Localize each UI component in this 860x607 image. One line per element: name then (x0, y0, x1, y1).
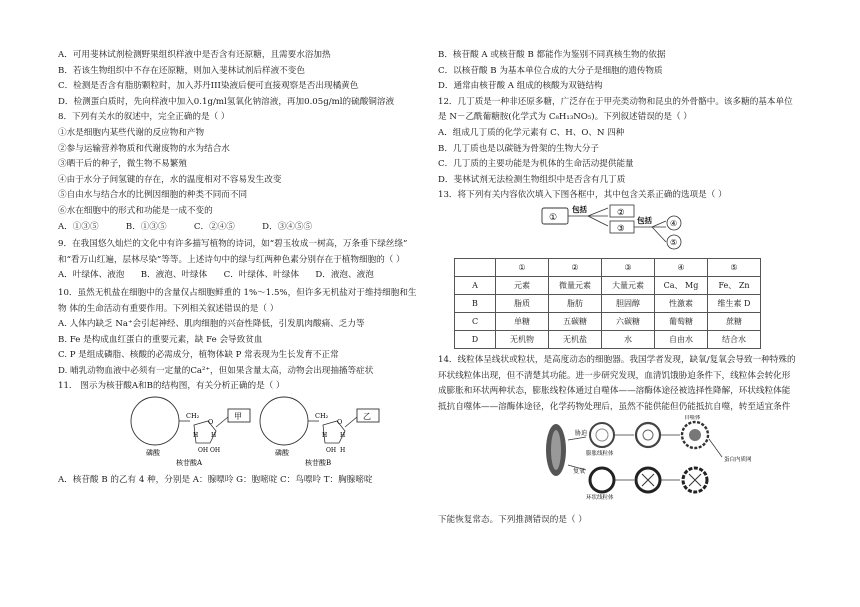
q10-option-b: B. Fe 是构成血红蛋白的重要元素，缺 Fe 会导致贫血 (58, 334, 263, 345)
mito-stage-inner (643, 430, 653, 440)
q9-line: 9．在我国悠久灿烂的文化中有许多描写植物的诗词，如“碧玉妆成一树高，万条垂下绿丝绦” (58, 239, 408, 250)
q8-item: ⑤自由水与结合水的比例因细胞的种类不同而不同 (58, 190, 248, 201)
table-cell: 脂质 (496, 294, 549, 312)
nucleotide-a (131, 397, 250, 467)
table-cell: 胆固醇 (602, 294, 655, 312)
q10-line: 10．虽然无机盐在细胞中的含量仅占细胞鲜重的 1%～1.5%，但许多无机盐对于维持细胞和生 (58, 287, 417, 298)
q12-option-a: A．组成几丁质的化学元素有 C、H、O、N 四种 (438, 127, 625, 138)
table-cell: 结合水 (708, 330, 761, 348)
q12-option-b: B．几丁质也是以碳链为骨架的生物大分子 (438, 143, 600, 154)
phosphate-label-b: 磷酸 (275, 449, 289, 458)
table-cell: D (455, 330, 496, 348)
q7-option-d: D．检测蛋白质时，先向样液中加入0.1g/ml氢氧化钠溶液，再加0.05g/ml的硫酸铜溶液 (58, 96, 395, 107)
oh-label: OH (210, 447, 221, 455)
table-cell: ④ (655, 258, 708, 276)
ch2-label-a: CH₂ (186, 412, 200, 421)
q10-option-d: D. 哺乳动物血液中必须有一定量的Ca²⁺，但如果含量太高，动物会出现抽搐等症状 (58, 365, 374, 376)
q12-option-c: C．几丁质的主要功能是为机体的生命活动提供能量 (438, 159, 634, 170)
table-cell: Fe、 Zn (708, 276, 761, 294)
table-cell: 水 (602, 330, 655, 348)
table-row (455, 312, 761, 330)
nucleotide-diagram (58, 395, 388, 471)
h-label: H (340, 432, 346, 440)
circle-4-label: ④ (670, 218, 678, 228)
q14-line: 环状线粒体出现，但不清楚其功能。进一步研究发现，血清饥饿胁迫条件下，线粒体会转化形 (438, 370, 791, 381)
table-cell (455, 258, 496, 276)
q11-stem: 11． 图示为核苷酸A和B的结构图，有关分析正确的是（ ） (58, 381, 285, 392)
label-er: 蛋白内质网 (724, 457, 752, 464)
oh-label: OH (326, 447, 337, 455)
table-header-row (455, 258, 761, 276)
label-ring: 环状线粒体 (586, 495, 614, 502)
q7-option-a: A．可用斐林试剂检测野果组织样液中是否含有还原糖，且需要水浴加热 (58, 50, 331, 60)
include-label: 包括 (637, 215, 652, 225)
table-cell: C (455, 312, 496, 330)
table-cell: 葡萄糖 (655, 312, 708, 330)
table-row (455, 276, 761, 294)
caption-nucleotide-b: 核苷酸B (305, 459, 332, 468)
table-cell: 无机物 (496, 330, 549, 348)
table-cell: A (455, 276, 496, 294)
arrow (568, 437, 586, 440)
ring-o-b: O (337, 418, 343, 427)
x-mark-icon (689, 474, 701, 486)
mitochondria-diagram (438, 415, 818, 501)
q13-table (454, 258, 761, 349)
arrow (652, 227, 666, 242)
table-cell: ③ (602, 258, 655, 276)
h-label: H (193, 432, 199, 440)
table-cell: 性激素 (655, 294, 708, 312)
q9-line: 和“看万山红遍，层林尽染”等等。上述诗句中的绿与红两种色素分别存在于植物细胞的（ ） (58, 254, 405, 265)
q14-tail: 下能恢复常态。下列推测错误的是（ ） (438, 515, 587, 526)
h-label: H (211, 432, 217, 440)
phosphate-label-a: 磷酸 (146, 449, 160, 458)
circle-5-label: ⑤ (670, 237, 678, 247)
label-reoxygen: 复氧 (573, 468, 586, 476)
swollen-mito-icon (590, 423, 614, 447)
right-column (438, 48, 818, 529)
q11-option-a: A．核苷酸 B 的乙有 4 种，分别是 A：腺嘌呤 G：胞嘧啶 C：鸟嘌呤 T：胸腺嘧啶 (58, 475, 373, 486)
label-stress: 胁迫 (575, 430, 588, 438)
inclusion-diagram (438, 204, 818, 254)
box-1-label: ① (549, 212, 558, 223)
q10-option-c: C. P 是组成磷脂、核酸的必需成分，植物体缺 P 常表现为生长发育不正常 (58, 350, 339, 361)
arrow (709, 439, 722, 457)
table-cell: ① (496, 258, 549, 276)
left-column (58, 48, 428, 489)
q8-stem: 8．下列有关水的叙述中，完全正确的是（ ） (58, 112, 230, 123)
q9-options: A．叶绿体、液泡 B．液泡、叶绿体 C．叶绿体、叶绿体 D．液泡、液泡 (58, 270, 374, 281)
table-cell: 微量元素 (549, 276, 602, 294)
q12-line: 12．几丁质是一种非还原多糖，广泛存在于甲壳类动物和昆虫的外骨骼中。该多糖的基本单位 (438, 96, 793, 107)
q8-item: ②参与运输营养物质和代谢废物的水为结合水 (58, 143, 230, 154)
table-cell: Ca、 Mg (655, 276, 708, 294)
swollen-mito-inner (596, 429, 608, 441)
q8-options: A．①③⑤ B．①③⑤ C．②④⑤ D．③④⑤⑤ (58, 221, 313, 232)
ch2-label-b: CH₂ (315, 412, 329, 421)
table-cell: B (455, 294, 496, 312)
table-cell: 单糖 (496, 312, 549, 330)
q12-option-d: D．斐林试剂无法检测生物组织中是否含有几丁质 (438, 174, 626, 185)
arrow (588, 216, 608, 226)
q11-option-b: B．核苷酸 A 或核苷酸 B 都能作为鉴别不同真核生物的依据 (438, 50, 666, 60)
box-3-label: ③ (617, 223, 625, 234)
inclusion-diagram-svg (438, 204, 818, 254)
base-b-label: 乙 (363, 412, 371, 422)
caption-nucleotide-a: 核苷酸A (176, 459, 203, 468)
nucleotide-figure (58, 395, 428, 471)
mitochondrion-inner (551, 430, 561, 470)
include-label: 包括 (572, 204, 587, 214)
q10-line: 物 体的生命活动有重要作用。下列相关叙述错误的是（ ） (58, 303, 279, 314)
q12-line: 是 N－乙酰葡糖胺(化学式为 C₈H₁₃NO₅)。下列叙述错误的是（ ） (438, 112, 692, 123)
q8-item: ③晒干后的种子，微生物不易繁殖 (58, 159, 187, 170)
q11-option-c: C．以核苷酸 B 为基本单位合成的大分子是细胞的遗传物质 (438, 65, 663, 76)
arrow (652, 221, 666, 227)
ring-mito-icon (590, 468, 614, 492)
table-cell: 脂肪 (549, 294, 602, 312)
q8-item: ⑥水在细胞中的形式和功能是一成不变的 (58, 205, 213, 216)
q8-item: ①水是细胞内某些代谢的反应物和产物 (58, 127, 205, 138)
q10-option-a: A. 人体内缺乏 Na⁺会引起神经、肌肉细胞的兴奋性降低，引发肌肉酸痛、乏力等 (58, 319, 365, 330)
autophagosome-core (689, 429, 701, 441)
table-row (455, 330, 761, 348)
table-cell: 元素 (496, 276, 549, 294)
box-2-label: ② (617, 207, 625, 218)
q7-option-c: C．检测是否含有脂肪颗粒时，加入苏丹III染液后便可直接观察是否出现橘黄色 (58, 81, 359, 92)
arrow (588, 208, 608, 216)
table-cell: 无机盐 (549, 330, 602, 348)
table-cell: 维生素 D (708, 294, 761, 312)
mito-stage-icon (636, 423, 660, 447)
table-cell: 自由水 (655, 330, 708, 348)
mitochondria-figure (438, 415, 818, 501)
x-mark-icon (642, 474, 654, 486)
table-cell: 大量元素 (602, 276, 655, 294)
table-cell: ⑤ (708, 258, 761, 276)
label-autophagosome: 自噬体 (684, 415, 701, 422)
q8-item: ④由于水分子间氢键的存在，水的温度相对不容易发生改变 (58, 174, 282, 185)
label-swollen: 膨胀线粒体 (586, 451, 614, 458)
table-cell: 六碳糖 (602, 312, 655, 330)
q13-stem: 13．将下列有关内容依次填入下图各框中，其中包含关系正确的选项是（ ） (438, 190, 727, 201)
q7-option-b: B．若该生物组织中不存在还原糖，则加入斐林试剂后样液不变色 (58, 65, 305, 76)
table-cell: 蔗糖 (708, 312, 761, 330)
oh-label: OH (198, 447, 209, 455)
table-cell: ② (549, 258, 602, 276)
q14-line: 14．线粒体呈线状或粒状，是高度动态的细胞器。我国学者发现，缺氧/复氧会导致一种特殊的 (438, 354, 796, 365)
nucleotide-b (260, 397, 379, 467)
h-label: H (322, 432, 328, 440)
base-a-label: 甲 (234, 412, 242, 422)
h-label: H (340, 447, 346, 455)
table-cell: 五碳糖 (549, 312, 602, 330)
table-row (455, 294, 761, 312)
q14-line: 抵抗自噬体——溶酶体途径，化学药物处理后，虽然不能供能但仍能抵抗自噬，转至适宜条件 (438, 401, 791, 412)
q14-line: 成膨胀和环状两种状态，膨胀线粒体通过自噬体——溶酶体途径被选择性降解，环状线粒体能 (438, 386, 791, 397)
ring-o-a: O (208, 418, 214, 427)
q11-option-d: D．通常由核苷酸 A 组成的核酸为双链结构 (438, 81, 603, 92)
